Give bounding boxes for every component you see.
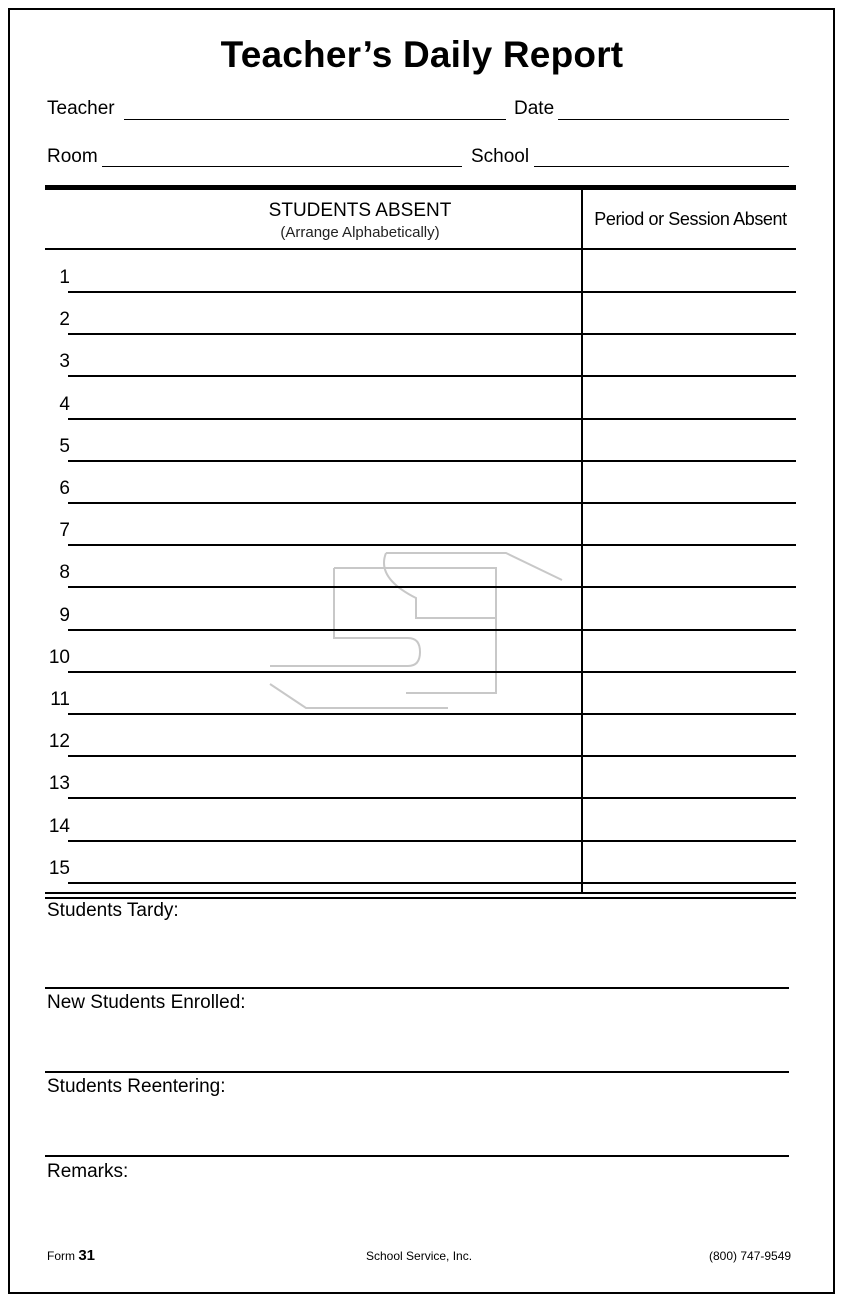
- period-absent-field-1[interactable]: [583, 291, 796, 293]
- student-name-field-1[interactable]: [68, 291, 582, 293]
- period-absent-field-14[interactable]: [583, 840, 796, 842]
- period-absent-field-10[interactable]: [583, 671, 796, 673]
- row-number-5: 5: [59, 436, 70, 457]
- row-number-3: 3: [59, 351, 70, 372]
- form-number-value: 31: [78, 1247, 96, 1264]
- school-field[interactable]: [534, 166, 789, 167]
- students-reentering-field[interactable]: [45, 1155, 789, 1157]
- student-name-field-15[interactable]: [68, 882, 582, 884]
- table-bottom-rule-2: [45, 897, 796, 899]
- school-label: School: [471, 146, 530, 167]
- student-name-field-3[interactable]: [68, 375, 582, 377]
- date-label: Date: [514, 98, 555, 119]
- period-absent-field-8[interactable]: [583, 586, 796, 588]
- table-column-divider: [581, 188, 583, 894]
- student-name-field-10[interactable]: [68, 671, 582, 673]
- period-absent-field-5[interactable]: [583, 460, 796, 462]
- row-number-8: 8: [59, 562, 70, 583]
- teacher-label: Teacher: [47, 98, 115, 119]
- period-absent-header: Period or Session Absent: [594, 209, 787, 229]
- period-absent-field-2[interactable]: [583, 333, 796, 335]
- student-name-field-8[interactable]: [68, 586, 582, 588]
- student-name-field-7[interactable]: [68, 544, 582, 546]
- room-label: Room: [47, 146, 98, 167]
- students-tardy-label: Students Tardy:: [47, 900, 179, 921]
- period-absent-field-7[interactable]: [583, 544, 796, 546]
- student-name-field-14[interactable]: [68, 840, 582, 842]
- student-name-field-2[interactable]: [68, 333, 582, 335]
- row-number-7: 7: [59, 520, 70, 541]
- period-absent-field-15[interactable]: [583, 882, 796, 884]
- students-tardy-field[interactable]: [45, 987, 789, 989]
- table-header-rule: [45, 248, 796, 250]
- row-number-15: 15: [48, 858, 70, 879]
- student-name-field-4[interactable]: [68, 418, 582, 420]
- period-absent-field-6[interactable]: [583, 502, 796, 504]
- student-name-field-5[interactable]: [68, 460, 582, 462]
- period-absent-field-4[interactable]: [583, 418, 796, 420]
- student-name-field-13[interactable]: [68, 797, 582, 799]
- row-number-2: 2: [59, 309, 70, 330]
- period-absent-field-12[interactable]: [583, 755, 796, 757]
- period-absent-field-11[interactable]: [583, 713, 796, 715]
- form-number: [47, 1247, 95, 1264]
- form-prefix: Form: [47, 1249, 75, 1263]
- row-number-11: 11: [50, 689, 70, 710]
- row-number-6: 6: [59, 478, 70, 499]
- phone-number: (800) 747-9549: [709, 1249, 792, 1263]
- new-students-enrolled-label: New Students Enrolled:: [47, 992, 246, 1013]
- row-number-4: 4: [59, 394, 70, 415]
- row-number-10: 10: [48, 647, 70, 668]
- students-reentering-label: Students Reentering:: [47, 1076, 226, 1097]
- date-field[interactable]: [558, 119, 789, 120]
- page-title: Teacher’s Daily Report: [220, 34, 624, 75]
- table-bottom-rule: [45, 892, 796, 894]
- room-field[interactable]: [102, 166, 462, 167]
- row-number-1: 1: [59, 267, 70, 288]
- table-top-rule: [45, 185, 796, 190]
- student-name-field-12[interactable]: [68, 755, 582, 757]
- new-students-enrolled-field[interactable]: [45, 1071, 789, 1073]
- remarks-label: Remarks:: [47, 1161, 129, 1182]
- period-absent-field-9[interactable]: [583, 629, 796, 631]
- period-absent-field-3[interactable]: [583, 375, 796, 377]
- students-absent-header: STUDENTS ABSENT: [268, 200, 452, 221]
- period-absent-field-13[interactable]: [583, 797, 796, 799]
- row-number-14: 14: [48, 816, 70, 837]
- teacher-field[interactable]: [124, 119, 506, 120]
- company-name: School Service, Inc.: [366, 1249, 473, 1263]
- student-name-field-6[interactable]: [68, 502, 582, 504]
- row-number-12: 12: [48, 731, 70, 752]
- student-name-field-9[interactable]: [68, 629, 582, 631]
- students-absent-subheader: (Arrange Alphabetically): [280, 224, 440, 241]
- row-number-9: 9: [59, 605, 70, 626]
- row-number-13: 13: [48, 773, 70, 794]
- student-name-field-11[interactable]: [68, 713, 582, 715]
